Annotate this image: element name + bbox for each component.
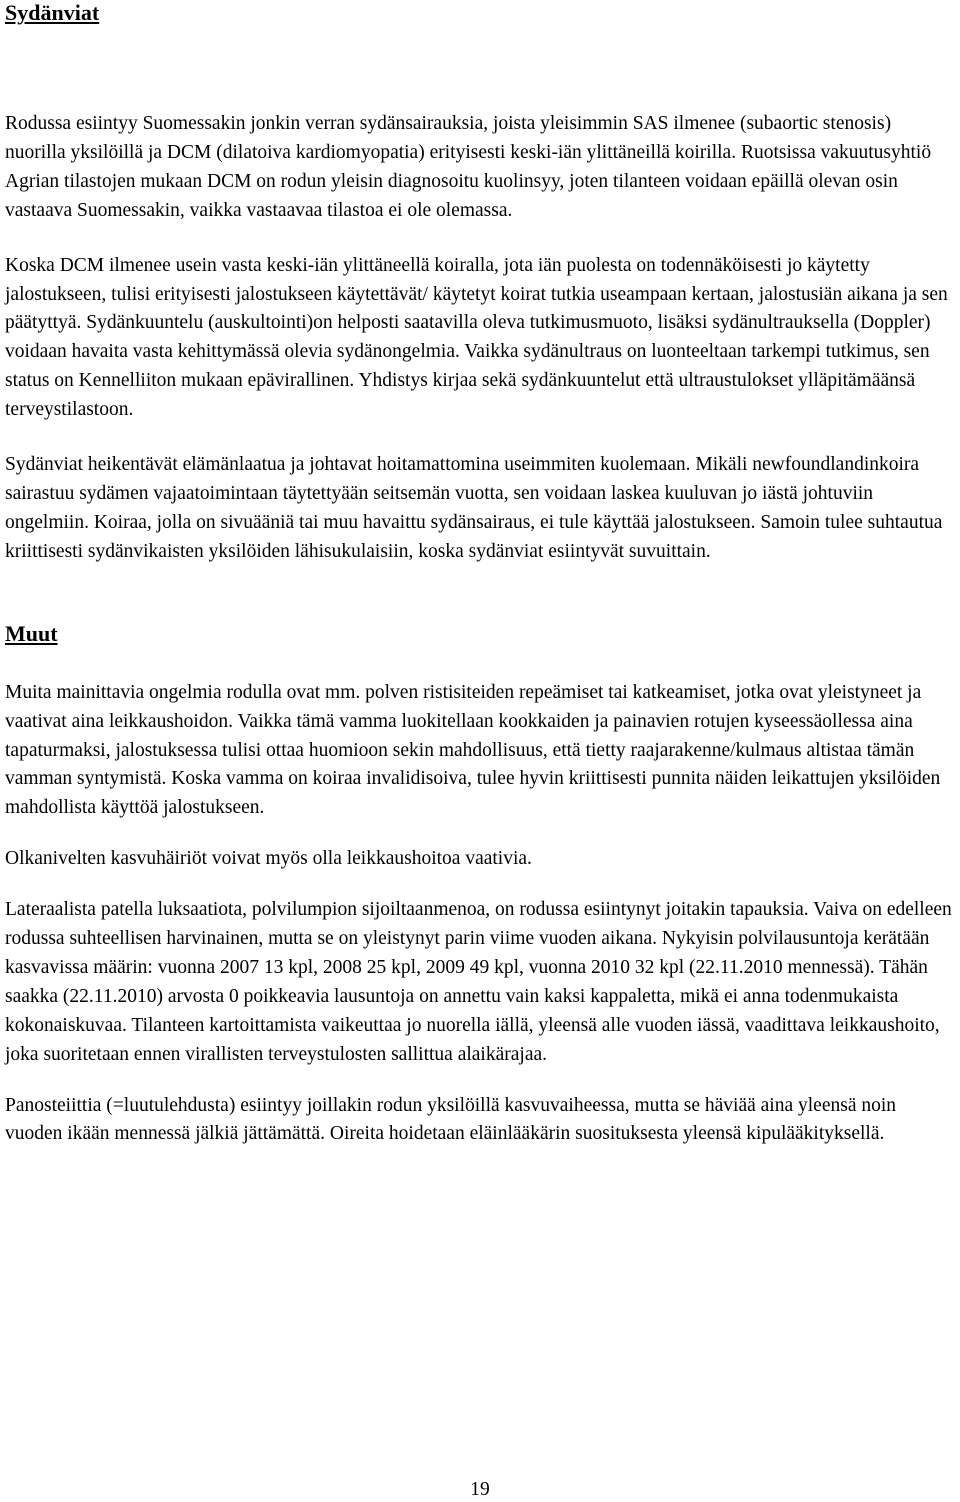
page-number: 19 <box>470 1479 490 1500</box>
document-page <box>5 0 955 1149</box>
paragraph-heart-consequences: Sydänviat heikentävät elämänlaatua ja johtavat hoitamattomina useimmiten kuolemaan. Mikäli newfoundlandinkoira sairastuu sydämen vajaatoimintaan täytettyään seitsemän vuotta, sen voidaan laskea kuuluvan jo iästä johtuviin ongelmiin. Koiraa, jolla on sivuääniä tai muu havaittu sydänsairaus, ei tule käyttää jalostukseen. Samoin tulee suhtautua kriittisesti sydänvikaisten yksilöiden lähisukulaisiin, koska sydänviat esiintyvät suvuittain. <box>5 454 943 562</box>
paragraph-heart-intro: Rodussa esiintyy Suomessakin jonkin verran sydänsairauksia, joista yleisimmin SAS ilmenee (subaortic stenosis) nuorilla yksilöillä ja DCM (dilatoiva kardiomyopatia) erityisesti keski-iän ylittäneillä koirilla. Ruotsissa vakuutusyhtiö Agrian tilastojen mukaan DCM on rodun yleisin diagnosoitu kuolinsyy, joten tilanteen voidaan epäillä olevan osin vastaava Suomessakin, vaikka vastaavaa tilastoa ei ole olemassa. <box>5 113 932 221</box>
section-heading-heart-defects: Sydänviat <box>5 0 100 25</box>
paragraph-other-cruciate: Muita mainittavia ongelmia rodulla ovat mm. polven ristisiteiden repeämiset tai katkeamiset, jotka ovat yleistyneet ja vaativat aina leikkaushoidon. Vaikka tämä vamma luokitellaan kookkaiden ja painavien rotujen kyseessäollessa aina tapaturmaksi, jalostuksessa tulisi ottaa huomioon sekin mahdollisuus, että tietty raajarakenne/kulmaus altistaa tämän vamman syntymistä. Koska vamma on koiraa invalidisoiva, tulee hyvin kriittisesti punnita näiden leikattujen yksilöiden mahdollista käyttöä jalostukseen. <box>5 681 941 819</box>
paragraph-other-panosteitis: Panosteiittia (=luutulehdusta) esiintyy joillakin rodun yksilöillä kasvuvaiheessa, mutta se häviää aina yleensä noin vuoden ikään mennessä jälkiä jättämättä. Oireita hoidetaan eläinlääkärin suosituksesta yleensä kipulääkityksellä. <box>5 1094 897 1145</box>
section-heading-other: Muut <box>5 620 58 646</box>
paragraph-heart-dcm: Koska DCM ilmenee usein vasta keski-iän ylittäneellä koiralla, jota iän puolesta on todennäköisesti jo käytetty jalostukseen, tulisi erityisesti jalostukseen käytettävät/ käytetyt koirat tutkia useampaan kertaan, jalostusiän aikana ja sen päätyttyä. Sydänkuuntelu (auskultointi)on helposti saatavilla oleva tutkimusmuoto, lisäksi sydänultrauksella (Doppler) voidaan havaita vasta kehittymässä olevia sydänongelmia. Vaikka sydänultraus on luonteeltaan tarkempi tutkimus, sen status on Kennelliiton mukaan epävirallinen. Yhdistys kirjaa sekä sydänkuuntelut että ultraustulokset ylläpitämäänsä terveystilastoon. <box>5 254 948 421</box>
paragraph-other-shoulder: Olkanivelten kasvuhäiriöt voivat myös olla leikkaushoitoa vaativia. <box>5 848 532 870</box>
paragraph-other-patella: Lateraalista patella luksaatiota, polvilumpion sijoiltaanmenoa, on rodussa esiintynyt joitakin tapauksia. Vaiva on edelleen rodussa suhteellisen harvinainen, mutta se on yleistynyt parin viime vuoden aikana. Nykyisin polvilausuntoja kerätään kasvavissa määrin: vuonna 2007 13 kpl, 2008 25 kpl, 2009 49 kpl, vuonna 2010 32 kpl (22.11.2010 mennessä). Tähän saakka (22.11.2010) arvosta 0 poikkeavia lausuntoja on annettu vain kaksi kappaletta, mikä ei anna todenmukaista kokonaiskuvaa. Tilanteen kartoittamista vaikeuttaa jo nuorella iällä, yleensä alle vuoden iässä, vaadittava leikkaushoito, joka suoritetaan ennen virallisten terveystulosten sallittua alaikärajaa. <box>5 899 952 1065</box>
